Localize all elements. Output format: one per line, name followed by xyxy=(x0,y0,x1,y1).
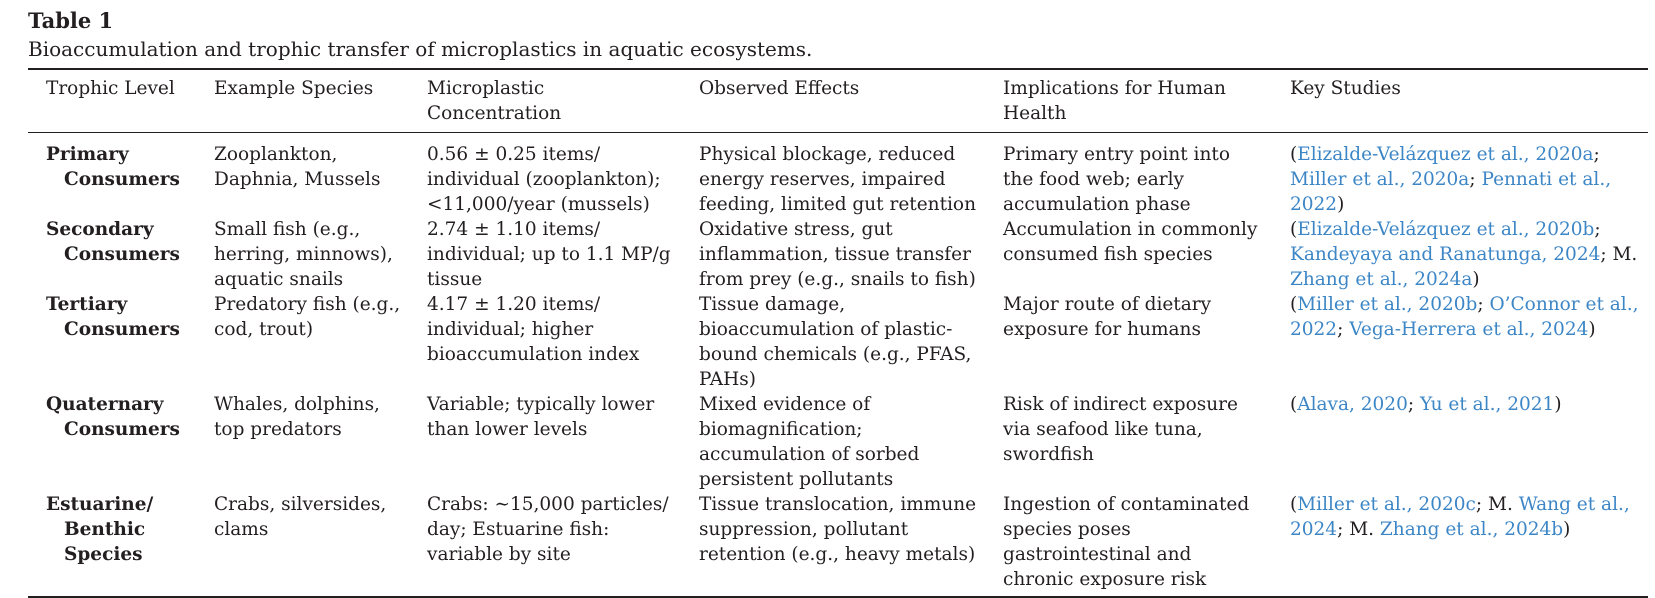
reference-link[interactable]: Pennati et al., 2022 xyxy=(1290,169,1612,215)
key-studies-cell xyxy=(1272,292,1648,392)
citation-punctuation: ( xyxy=(1290,494,1298,515)
trophic-level-text: Tertiary xyxy=(46,294,128,315)
effects-cell: Tissue damage, bioaccumulation of plastic-bound chemicals (e.g., PFAS, PAHs) xyxy=(699,294,972,390)
key-studies-cell xyxy=(1272,492,1648,597)
citation-punctuation: ; xyxy=(1407,394,1420,415)
reference-link[interactable]: Miller et al., 2020b xyxy=(1297,294,1478,315)
citation-punctuation: ) xyxy=(1337,194,1345,215)
trophic-level-text: Estuarine/ xyxy=(46,494,154,515)
citation-punctuation: ( xyxy=(1290,144,1298,165)
concentration-cell: Crabs: ∼15,000 particles/ day; Estuarine fish: variable by site xyxy=(409,492,681,597)
reference-link[interactable]: Vega-Herrera et al., 2024 xyxy=(1349,319,1589,340)
species-cell: Small fish (e.g., herring, minnows), aquatic snails xyxy=(214,219,393,290)
trophic-level-cell xyxy=(28,133,196,218)
effects-cell: Tissue translocation, immune suppression, pollutant retention (e.g., heavy metals) xyxy=(681,492,985,597)
reference-link[interactable]: Alava, 2020 xyxy=(1297,394,1408,415)
concentration-cell: 2.74 ± 1.10 items/ individual; up to 1.1 MP/g tissue xyxy=(427,219,671,290)
key-studies-cell xyxy=(1272,217,1648,292)
citation-punctuation: ; M. xyxy=(1600,244,1638,265)
header-row xyxy=(28,69,1648,133)
citation-punctuation: ( xyxy=(1290,394,1298,415)
citation-punctuation: ; xyxy=(1594,219,1601,240)
citation-punctuation: ) xyxy=(1588,319,1596,340)
table-label: Table 1 xyxy=(28,8,114,33)
header-key-studies: Key Studies xyxy=(1272,69,1648,133)
citation-punctuation: ) xyxy=(1563,519,1571,540)
trophic-level-text: Species xyxy=(64,544,143,565)
table-row xyxy=(28,133,1648,218)
reference-link[interactable]: Zhang et al., 2024b xyxy=(1379,519,1564,540)
trophic-level-text: Secondary xyxy=(46,219,154,240)
concentration-cell: 4.17 ± 1.20 items/ individual; higher bioaccumulation index xyxy=(427,294,640,365)
effects-cell: Physical blockage, reduced energy reserves, impaired feeding, limited gut retention xyxy=(699,144,976,215)
data-table xyxy=(28,68,1648,598)
effects-cell: Oxidative stress, gut inflammation, tissue transfer from prey (e.g., snails to fish) xyxy=(699,219,976,290)
table-row xyxy=(28,292,1648,392)
implications-cell: Major route of dietary exposure for humans xyxy=(1003,294,1212,340)
citation-punctuation: ) xyxy=(1472,269,1480,290)
table-row xyxy=(28,492,1648,597)
citation-punctuation: ; xyxy=(1593,144,1600,165)
table-row xyxy=(28,217,1648,292)
trophic-level-cell xyxy=(28,492,196,597)
reference-link[interactable]: Wang et al., 2024 xyxy=(1290,494,1630,540)
effects-cell: Mixed evidence of biomagnification; accumulation of sorbed persistent pollutants xyxy=(699,394,920,490)
citation-punctuation: ( xyxy=(1290,219,1298,240)
citation-punctuation: ; M. xyxy=(1337,519,1380,540)
implications-cell: Risk of indirect exposure via seafood like tuna, swordfish xyxy=(1003,394,1238,465)
species-cell: Predatory fish (e.g., cod, trout) xyxy=(214,294,401,340)
table-body xyxy=(28,133,1648,598)
concentration-cell: 0.56 ± 0.25 items/ individual (zooplankton); <11,000/year (mussels) xyxy=(427,144,661,215)
trophic-level-text: Quaternary xyxy=(46,394,164,415)
citation-punctuation: ; M. xyxy=(1475,494,1519,515)
reference-link[interactable]: Elizalde-Velázquez et al., 2020a xyxy=(1297,144,1594,165)
species-cell: Crabs, silversides, clams xyxy=(196,492,409,597)
table-header xyxy=(28,69,1648,133)
trophic-level-text: Primary xyxy=(46,144,129,165)
key-studies-cell xyxy=(1272,392,1648,492)
trophic-level-cell xyxy=(28,217,196,292)
concentration-cell: Variable; typically lower than lower levels xyxy=(427,394,655,440)
species-cell: Whales, dolphins, top predators xyxy=(214,394,380,440)
implications-cell: Accumulation in commonly consumed fish species xyxy=(1003,219,1258,265)
trophic-level-text: Consumers xyxy=(64,169,180,190)
reference-link[interactable]: Yu et al., 2021 xyxy=(1419,394,1555,415)
reference-link[interactable]: Elizalde-Velázquez et al., 2020b xyxy=(1297,219,1595,240)
citation-punctuation: ) xyxy=(1554,394,1562,415)
header-human-health-implications: Implications for Human Health xyxy=(985,69,1272,133)
key-studies-cell xyxy=(1272,133,1648,218)
trophic-level-cell xyxy=(28,292,196,392)
citation-punctuation: ; xyxy=(1469,169,1482,190)
trophic-level-cell xyxy=(28,392,196,492)
species-cell: Zooplankton, Daphnia, Mussels xyxy=(214,144,381,190)
reference-link[interactable]: Miller et al., 2020a xyxy=(1290,169,1470,190)
header-example-species: Example Species xyxy=(196,69,409,133)
header-microplastic-concentration: Microplastic Concentration xyxy=(409,69,681,133)
implications-cell: Ingestion of contaminated species poses gastrointestinal and chronic exposure risk xyxy=(985,492,1272,597)
citation-punctuation: ; xyxy=(1337,319,1350,340)
citation-punctuation: ; xyxy=(1477,294,1490,315)
header-trophic-level: Trophic Level xyxy=(28,69,196,133)
reference-link[interactable]: Zhang et al., 2024a xyxy=(1290,269,1473,290)
header-observed-effects: Observed Effects xyxy=(681,69,985,133)
table-caption: Bioaccumulation and trophic transfer of microplastics in aquatic ecosystems. xyxy=(28,37,813,61)
trophic-level-text: Consumers xyxy=(64,244,180,265)
trophic-level-text: Consumers xyxy=(64,419,180,440)
reference-link[interactable]: Kandeyaya and Ranatunga, 2024 xyxy=(1290,244,1601,265)
trophic-level-text: Benthic xyxy=(64,519,146,540)
trophic-level-text: Consumers xyxy=(64,319,180,340)
reference-link[interactable]: Miller et al., 2020c xyxy=(1297,494,1476,515)
reference-link[interactable]: O’Connor et al., 2022 xyxy=(1290,294,1639,340)
table-row xyxy=(28,392,1648,492)
citation-punctuation: ( xyxy=(1290,294,1298,315)
implications-cell: Primary entry point into the food web; early accumulation phase xyxy=(1003,144,1230,215)
